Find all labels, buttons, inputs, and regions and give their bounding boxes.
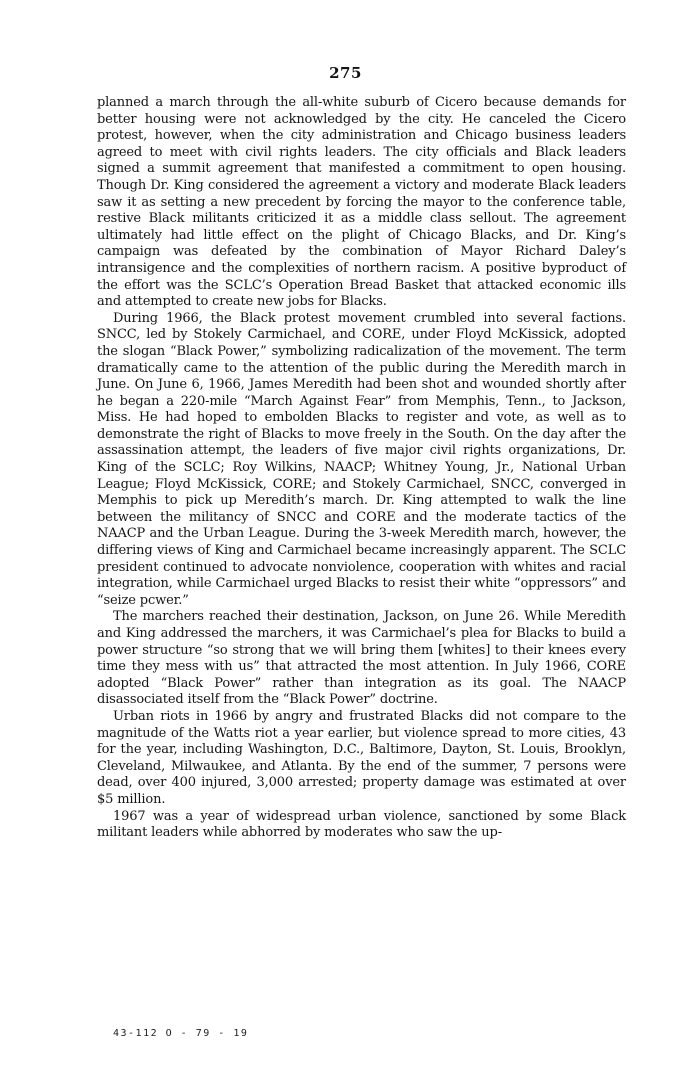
paragraph-urban-riots-1966: Urban riots in 1966 by angry and frustrated Blacks did not compare to the magnitude of the Watts riot a year earlier, but violence spread to more cities, 43 for the year, including Washington, D.C., Baltimore, Dayton, St. Louis, Brooklyn, Cleveland, Milwaukee, and Atlanta. By the end of the summer, 7 persons were dead, over 400 injured, 3,000 arrested; property damage was estimated at over $5 million. [97, 708, 626, 807]
footer-print-code: 43-112 O - 79 - 19 [113, 1028, 249, 1039]
page-number: 275 [329, 64, 362, 82]
body-text [97, 95, 626, 842]
paragraph-cicero-march: planned a march through the all-white suburb of Cicero because demands for better housing were not acknowledged by the city. He canceled the Cicero protest, however, when the city administration and Chicago business leaders agreed to meet with civil rights leaders. The city officials and Black leaders signed a summit agreement that manifested a commitment to open housing. Though Dr. King considered the agreement a victory and moderate Black leaders saw it as setting a new precedent by forcing the mayor to the conference table, restive Black militants criticized it as a middle class sellout. The agreement ultimately had little effect on the plight of Chicago Blacks, and Dr. King’s campaign was defeated by the combination of Mayor Richard Daley’s intransigence and the complexities of northern racism. A positive byproduct of the effort was the SCLC’s Operation Bread Basket that attacked economic ills and attempted to create new jobs for Blacks. [97, 95, 626, 310]
paragraph-black-power: During 1966, the Black protest movement crumbled into several factions. SNCC, led by Stokely Carmichael, and CORE, under Floyd McKissick, adopted the slogan “Black Power,” symbolizing radicalization of the movement. The term dramatically came to the attention of the public during the Meredith march in June. On June 6, 1966, James Meredith had been shot and wounded shortly after he began a 220-mile “March Against Fear” from Memphis, Tenn., to Jackson, Miss. He had hoped to embolden Blacks to register and vote, as well as to demonstrate the right of Blacks to move freely in the South. On the day after the assassination attempt, the leaders of five major civil rights organizations, Dr. King of the SCLC; Roy Wilkins, NAACP; Whitney Young, Jr., National Urban League; Floyd McKissick, CORE; and Stokely Carmichael, SNCC, converged in Memphis to pick up Meredith’s march. Dr. King attempted to walk the line between the militancy of SNCC and CORE and the moderate tactics of the NAACP and the Urban League. During the 3-week Meredith march, however, the differing views of King and Carmichael became increasingly apparent. The SCLC president continued to advocate nonviolence, cooperation with whites and racial integration, while Carmichael urged Blacks to resist their white “oppressors” and “seize pcwer.” [97, 310, 626, 608]
paragraph-jackson-arrival: The marchers reached their destination, Jackson, on June 26. While Meredith and King addressed the marchers, it was Carmichael’s plea for Blacks to build a power structure “so strong that we will bring them [whites] to their knees every time they mess with us” that attracted the most attention. In July 1966, CORE adopted “Black Power” rather than integration as its goal. The NAACP disassociated itself from the “Black Power” doctrine. [97, 609, 626, 708]
paragraph-1967-violence: 1967 was a year of widespread urban violence, sanctioned by some Black militant leaders while abhorred by moderates who saw the up- [97, 808, 626, 841]
